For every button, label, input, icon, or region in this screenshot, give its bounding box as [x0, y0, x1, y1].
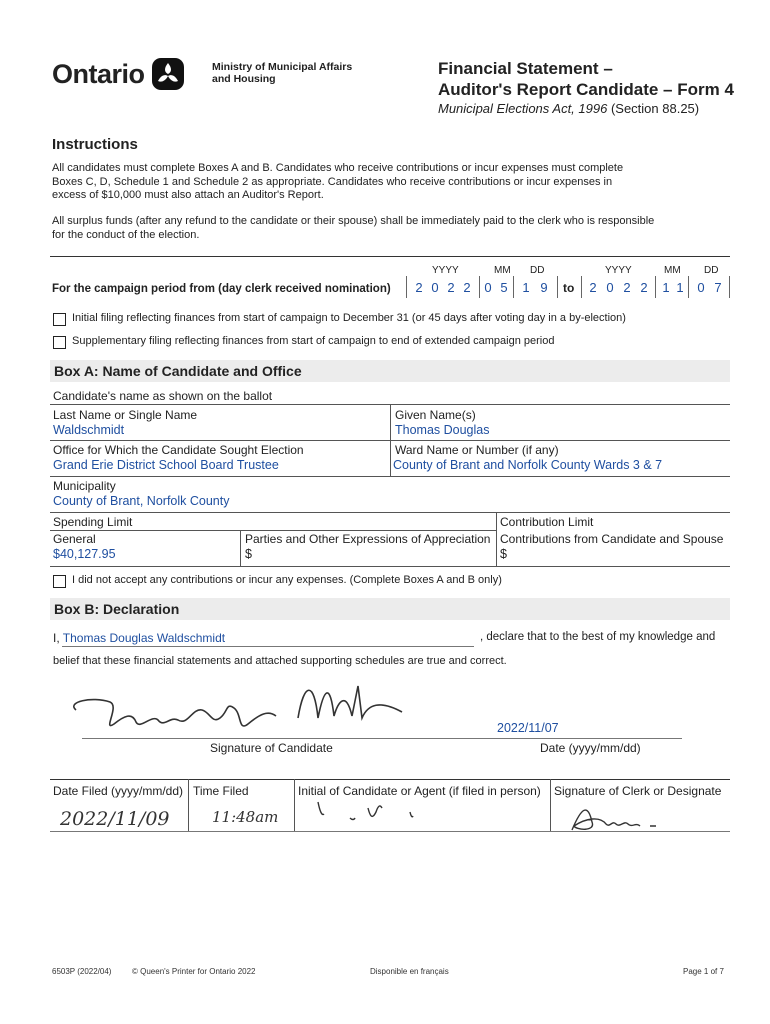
declaration-suffix: , declare that to the best of my knowledge and [480, 631, 716, 643]
contribution-field[interactable]: $ [500, 547, 507, 561]
ballot-note: Candidate's name as shown on the ballot [53, 389, 273, 403]
ontario-logo [52, 56, 185, 92]
no-contributions-checkbox[interactable] [53, 575, 66, 588]
ministry-name [212, 61, 352, 85]
initial-filing-checkbox[interactable] [53, 313, 66, 326]
from-digit[interactable]: 0 [431, 280, 439, 295]
period-to-word: to [563, 281, 575, 295]
instructions-paragraph-1 [52, 162, 623, 203]
french-availability: Disponible en français [370, 967, 449, 976]
signature-label: Signature of Candidate [210, 741, 333, 755]
from-mm-header: MM [494, 265, 511, 276]
from-digit[interactable]: 5 [500, 280, 508, 295]
to-digit[interactable]: 2 [640, 280, 648, 295]
form-title-line-2: Auditor's Report Candidate – Form 4 [438, 80, 734, 99]
instructions-paragraph-2 [52, 215, 654, 242]
office-field[interactable]: Grand Erie District School Board Trustee [53, 458, 279, 472]
date-cell-border [688, 276, 689, 298]
act-reference [438, 100, 734, 118]
parties-label: Parties and Other Expressions of Appreciation [245, 532, 491, 546]
divider [50, 256, 730, 257]
general-label: General [53, 532, 96, 546]
time-filed-handwritten[interactable]: 11:48am [212, 808, 279, 826]
date-cell-border [406, 276, 407, 298]
act-section: (Section 88.25) [607, 101, 700, 116]
given-name-field[interactable]: Thomas Douglas [395, 423, 490, 437]
to-digit[interactable]: 7 [714, 280, 722, 295]
municipality-field[interactable]: County of Brant, Norfolk County [53, 494, 230, 508]
contribution-sub-label: Contributions from Candidate and Spouse [500, 532, 724, 546]
divider [50, 530, 496, 531]
from-yyyy-header: YYYY [432, 265, 459, 276]
date-label: Date (yyyy/mm/dd) [540, 741, 641, 755]
municipality-label: Municipality [53, 479, 116, 493]
name-underline [62, 646, 474, 647]
trillium-icon [151, 57, 185, 91]
clerk-signature-label: Signature of Clerk or Designate [554, 784, 722, 798]
divider [240, 530, 241, 566]
date-filed-handwritten[interactable]: 2022/11/09 [60, 808, 170, 830]
no-contributions-label: I did not accept any contributions or incur any expenses. (Complete Boxes A and B only) [72, 574, 502, 586]
from-digit[interactable]: 2 [463, 280, 471, 295]
from-digit[interactable]: 0 [484, 280, 492, 295]
date-cell-border [729, 276, 730, 298]
divider [496, 512, 497, 566]
to-yyyy-header: YYYY [605, 265, 632, 276]
to-mm-header: MM [664, 265, 681, 276]
date-cell-border [513, 276, 514, 298]
to-digit[interactable]: 2 [623, 280, 631, 295]
to-digit[interactable]: 0 [606, 280, 614, 295]
from-digit[interactable]: 2 [447, 280, 455, 295]
divider [188, 779, 189, 831]
instructions-p1-line-3: excess of $10,000 must also attach an Auditor's Report. [52, 189, 324, 201]
ministry-line-1: Ministry of Municipal Affairs [212, 61, 353, 73]
box-b-title: Box B: Declaration [50, 598, 730, 620]
from-digit[interactable]: 9 [540, 280, 548, 295]
given-name-label: Given Name(s) [395, 408, 476, 422]
office-label: Office for Which the Candidate Sought Election [53, 443, 304, 457]
divider [50, 779, 730, 780]
instructions-p2-line-2: for the conduct of the election. [52, 228, 200, 241]
instructions-p2-line-1: All surplus funds (after any refund to the candidate or their spouse) shall be immediately paid to the clerk who is responsible [52, 215, 655, 227]
candidate-initials [310, 796, 420, 830]
declarant-name-field[interactable]: Thomas Douglas Waldschmidt [62, 631, 226, 645]
general-field[interactable]: $40,127.95 [53, 547, 116, 561]
to-digit[interactable]: 0 [697, 280, 705, 295]
period-label: For the campaign period from (day clerk received nomination) [52, 283, 391, 295]
parties-field[interactable]: $ [245, 547, 252, 561]
divider [50, 512, 730, 513]
supplementary-filing-label: Supplementary filing reflecting finances from start of campaign to end of extended campaign period [72, 335, 555, 347]
last-name-field[interactable]: Waldschmidt [53, 423, 125, 437]
to-digit[interactable]: 1 [676, 280, 684, 295]
instructions-p1-line-1: All candidates must complete Boxes A and B. Candidates who receive contributions or incur expenses must complete [52, 162, 624, 174]
declaration-line [53, 631, 225, 645]
divider [50, 831, 730, 832]
form-title [438, 58, 734, 118]
from-digit[interactable]: 2 [415, 280, 423, 295]
date-filed-label: Date Filed (yyyy/mm/dd) [53, 784, 184, 798]
divider [50, 566, 730, 567]
to-digit[interactable]: 1 [662, 280, 670, 295]
signature-line [82, 738, 682, 739]
date-cell-border [655, 276, 656, 298]
candidate-signature [62, 672, 432, 752]
from-dd-header: DD [530, 265, 545, 276]
copyright: © Queen's Printer for Ontario 2022 [132, 967, 256, 976]
instructions-heading: Instructions [52, 136, 138, 153]
form-title-line-1: Financial Statement – [438, 59, 613, 78]
page-number: Page 1 of 7 [683, 967, 724, 976]
ministry-line-2: and Housing [212, 73, 276, 85]
spending-limit-label: Spending Limit [53, 515, 133, 529]
initial-filing-label: Initial filing reflecting finances from start of campaign to December 31 (or 45 days after voting day in a by-election) [72, 312, 626, 324]
to-dd-header: DD [704, 265, 719, 276]
instructions-p1-line-2: Boxes C, D, Schedule 1 and Schedule 2 as appropriate. Candidates who receive contributions or incur expenses in [52, 175, 613, 188]
divider [50, 476, 730, 477]
time-filed-label: Time Filed [193, 784, 249, 798]
declaration-date-field[interactable]: 2022/11/07 [497, 721, 559, 735]
ward-label: Ward Name or Number (if any) [395, 443, 559, 457]
ward-field[interactable]: County of Brant and Norfolk County Wards 3 & 7 [393, 458, 663, 472]
from-digit[interactable]: 1 [522, 280, 530, 295]
date-cell-border [557, 276, 558, 298]
initial-label: Initial of Candidate or Agent (if filed in person) [298, 784, 541, 798]
act-name: Municipal Elections Act, 1996 [438, 101, 608, 116]
last-name-label: Last Name or Single Name [53, 408, 198, 422]
box-a-title: Box A: Name of Candidate and Office [50, 360, 730, 382]
contribution-limit-label: Contribution Limit [500, 515, 594, 529]
declaration-prefix: I, [53, 631, 63, 645]
date-cell-border [581, 276, 582, 298]
divider [50, 440, 730, 441]
to-digit[interactable]: 2 [589, 280, 597, 295]
divider [550, 779, 551, 831]
divider [294, 779, 295, 831]
logo-wordmark: Ontario [52, 58, 145, 89]
form-code: 6503P (2022/04) [52, 967, 112, 976]
belief-line: belief that these financial statements and attached supporting schedules are true and correct. [53, 655, 507, 667]
supplementary-filing-checkbox[interactable] [53, 336, 66, 349]
